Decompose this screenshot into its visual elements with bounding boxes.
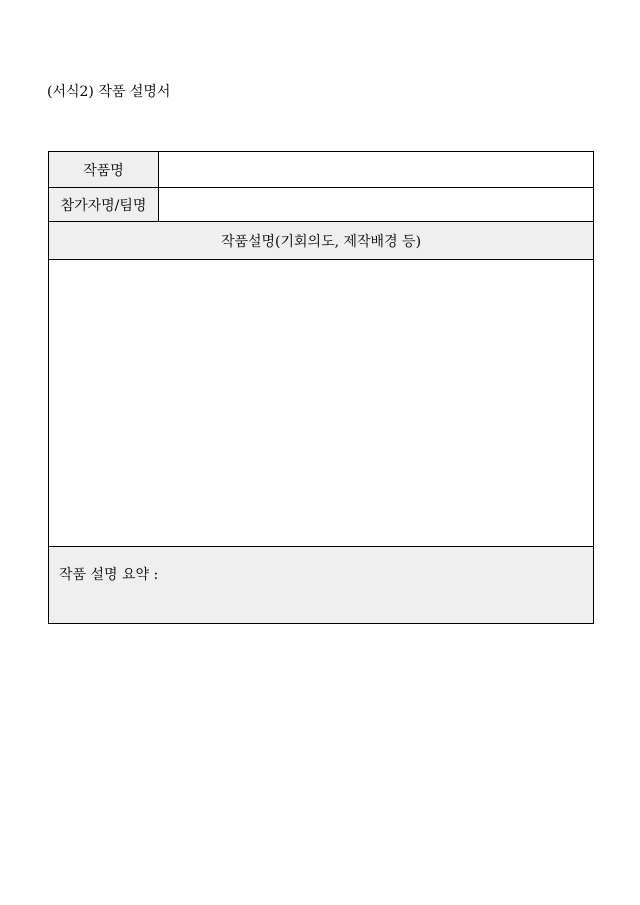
work-name-label: 작품명	[49, 152, 159, 188]
participant-name-field[interactable]	[159, 188, 593, 222]
summary-label: 작품 설명 요약 :	[59, 567, 159, 583]
document-title: (서식2) 작품 설명서	[47, 84, 171, 100]
participant-name-label: 참가자명/팀명	[49, 188, 159, 222]
summary-field[interactable]	[49, 547, 593, 623]
description-field[interactable]	[49, 260, 593, 547]
work-name-field[interactable]	[159, 152, 593, 188]
submission-form-table	[48, 151, 594, 624]
description-header: 작품설명(기회의도, 제작배경 등)	[49, 222, 593, 260]
